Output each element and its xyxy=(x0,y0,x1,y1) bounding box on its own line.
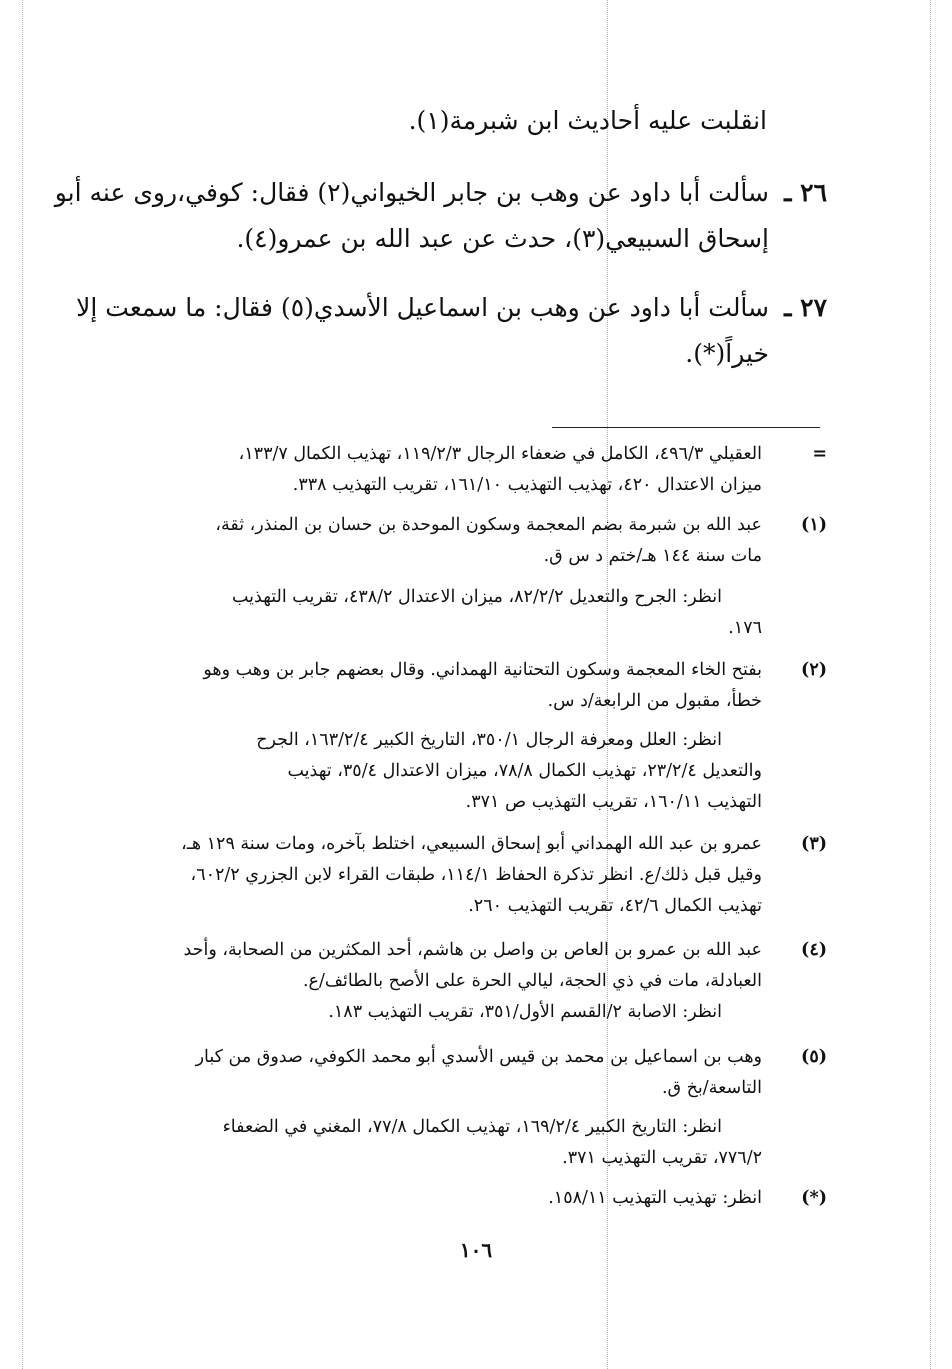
footnote-ref-line: والتعديل ٢٣/٢/٤، تهذيب الكمال ٧٨/٨، ميزان الاعتدال ٣٥/٤، تهذيب xyxy=(287,761,762,781)
footnote-line: بفتح الخاء المعجمة وسكون التحتانية الهمداني. وقال بعضهم جابر بن وهب وهو xyxy=(203,660,762,680)
footnote-line: مات سنة ١٤٤ هـ/ختم د س ق. xyxy=(543,546,762,566)
footnote-2 xyxy=(122,655,827,818)
footnote-line: العبادلة، مات في ذي الحجة، ليالي الحرة على الأصح بالطائف/ع. xyxy=(302,971,762,991)
footnote-line: وهب بن اسماعيل بن محمد بن قيس الأسدي أبو محمد الكوفي، صدوق من كبار xyxy=(195,1047,762,1067)
footnote-mark: = xyxy=(812,444,827,464)
footnote-mark: (٣) xyxy=(801,834,827,854)
footnote-line: تهذيب الكمال ٤٢/٦، تقريب التهذيب ٢٦٠. xyxy=(468,896,762,916)
footnote-mark: (*) xyxy=(801,1188,827,1208)
continuation-line: انقلبت عليه أحاديث ابن شبرمة(١). xyxy=(408,106,767,135)
footnote-ref-line: انظر: التاريخ الكبير ١٦٩/٢/٤، تهذيب الكمال ٧٧/٨، المغني في الضعفاء xyxy=(222,1117,722,1137)
footnote-line: عمرو بن عبد الله الهمداني أبو إسحاق السبيعي، اختلط بآخره، ومات سنة ١٢٩ هـ، xyxy=(181,834,762,854)
entry-line: ٢٦ ـسألت أبا داود عن وهب بن جابر الخيواني(٢) فقال: كوفي،روى عنه أبو xyxy=(122,170,827,216)
entry-line: ٢٧ ـسألت أبا داود عن وهب بن اسماعيل الأسدي(٥) فقال: ما سمعت إلا xyxy=(122,285,827,331)
footnote-separator xyxy=(552,427,820,428)
footnote-ref-line: انظر: الاصابة ٢/القسم الأول/٣٥١، تقريب التهذيب ١٨٣. xyxy=(328,1002,722,1022)
footnote-ref-line: ١٧٦. xyxy=(728,618,762,638)
entry-26 xyxy=(54,170,827,262)
page-number: ١٠٦ xyxy=(459,1238,493,1262)
scan-dotted-line xyxy=(930,0,931,1369)
scan-dotted-line xyxy=(22,0,23,1369)
footnote-line: وقيل قبل ذلك/ع. انظر تذكرة الحفاظ ١١٤/١، طبقات القراء لابن الجزري ٦٠٢/٢، xyxy=(190,865,762,885)
footnote-3 xyxy=(122,829,827,922)
footnote-line: العقيلي ٤٩٦/٣، الكامل في ضعفاء الرجال ١١٩/٢/٣، تهذيب الكمال ١٣٣/٧، xyxy=(238,444,762,464)
footnote-4 xyxy=(122,935,827,1028)
footnote-5 xyxy=(122,1042,827,1174)
footnote-line: عبد الله بن عمرو بن العاص بن واصل بن هاشم، أحد المكثرين من الصحابة، وأحد xyxy=(183,940,762,960)
footnote-line: عبد الله بن شبرمة بضم المعجمة وسكون الموحدة بن حسان بن المنذر، ثقة، xyxy=(215,515,762,535)
entry-line: خيراً(*). xyxy=(685,339,769,368)
footnote-line: خطأ، مقبول من الرابعة/د س. xyxy=(547,691,762,711)
footnote-ref-line: انظر: العلل ومعرفة الرجال ٣٥٠/١، التاريخ الكبير ١٦٣/٢/٤، الجرح xyxy=(256,730,722,750)
footnote-line: التاسعة/بخ ق. xyxy=(661,1078,762,1098)
footnote-mark: (١) xyxy=(801,515,827,535)
footnote-line: ميزان الاعتدال ٤٢٠، تهذيب التهذيب ١٦١/١٠، تقريب التهذيب ٣٣٨. xyxy=(292,475,762,495)
footnote-ref-line: ٧٧٦/٢، تقريب التهذيب ٣٧١. xyxy=(562,1148,762,1168)
footnote-star xyxy=(122,1183,827,1214)
footnote-mark: (٥) xyxy=(801,1047,827,1067)
entry-27 xyxy=(76,285,827,377)
entry-number: ٢٧ ـ xyxy=(784,293,827,322)
footnote-1 xyxy=(122,510,827,644)
footnote-mark: (٤) xyxy=(801,940,827,960)
footnote-ref-line: التهذيب ١٦٠/١١، تقريب التهذيب ص ٣٧١. xyxy=(465,792,762,812)
entry-number: ٢٦ ـ xyxy=(784,178,827,207)
entry-line: إسحاق السبيعي(٣)، حدث عن عبد الله بن عمرو(٤). xyxy=(236,224,769,253)
footnote-ref-line: انظر: الجرح والتعديل ٨٢/٢/٢، ميزان الاعتدال ٤٣٨/٢، تقريب التهذيب xyxy=(231,587,722,607)
footnote-line: انظر: تهذيب التهذيب ١٥٨/١١. xyxy=(548,1188,762,1208)
footnote-continued xyxy=(122,439,827,501)
footnote-mark: (٢) xyxy=(801,660,827,680)
